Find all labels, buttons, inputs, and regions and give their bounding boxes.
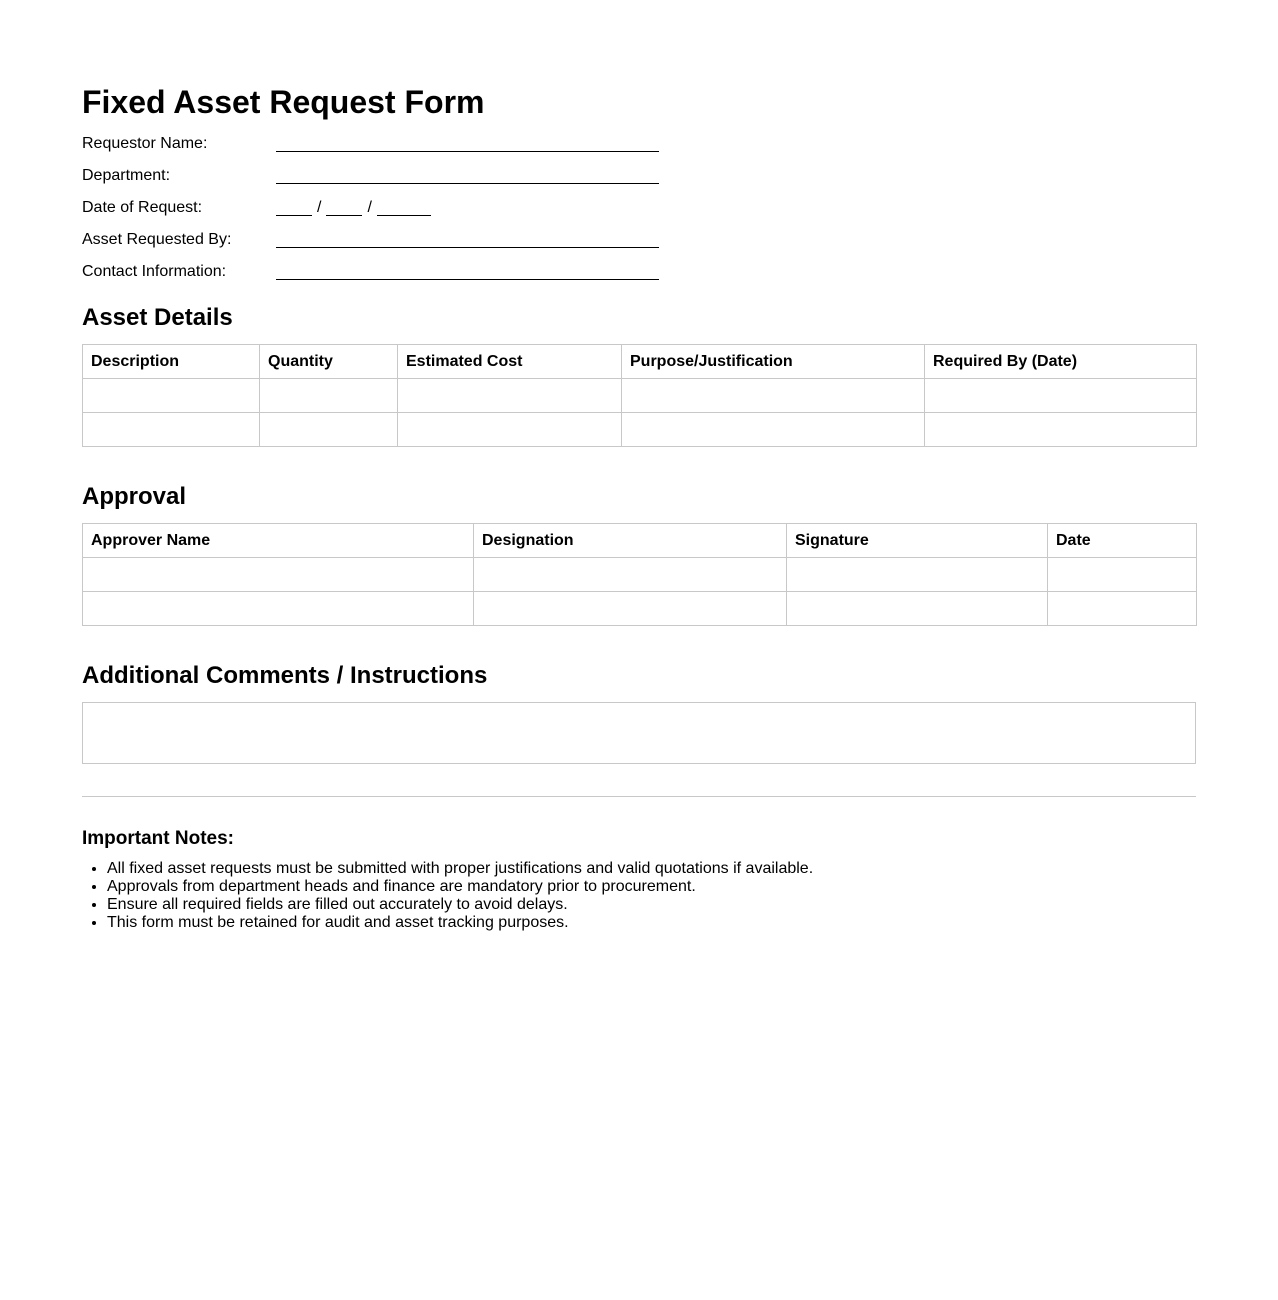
notes-list	[82, 860, 1196, 932]
page-title: Fixed Asset Request Form	[82, 84, 485, 120]
asset-requested-by-field[interactable]	[276, 228, 659, 248]
table-cell[interactable]	[398, 379, 622, 413]
contact-information-row	[82, 252, 1196, 284]
table-cell[interactable]	[622, 379, 925, 413]
divider	[82, 796, 1196, 797]
asset-requested-by-row	[82, 220, 1196, 252]
table-cell[interactable]	[260, 379, 398, 413]
table-cell[interactable]	[398, 413, 622, 447]
table-cell[interactable]	[787, 558, 1048, 592]
table-cell[interactable]	[622, 413, 925, 447]
date-separator: /	[317, 199, 322, 216]
form-page	[82, 84, 1196, 932]
requestor-name-field[interactable]	[276, 132, 659, 152]
asset-details-table	[82, 344, 1197, 447]
table-row	[83, 558, 1197, 592]
table-row	[83, 379, 1197, 413]
table-cell[interactable]	[1048, 592, 1197, 626]
list-item: • Approvals from department heads and finance are mandatory prior to procurement.	[107, 878, 1196, 896]
column-header: Approver Name	[83, 524, 474, 558]
department-row	[82, 156, 1196, 188]
date-of-request-label: Date of Request:	[82, 199, 203, 216]
table-row	[83, 592, 1197, 626]
approval-table	[82, 523, 1197, 626]
column-header: Quantity	[260, 345, 398, 379]
department-field[interactable]	[276, 164, 659, 184]
list-item: • Ensure all required fields are filled out accurately to avoid delays.	[107, 896, 1196, 914]
table-header-row	[83, 524, 1197, 558]
table-cell[interactable]	[260, 413, 398, 447]
table-cell[interactable]	[83, 592, 474, 626]
table-cell[interactable]	[474, 592, 787, 626]
comments-textarea[interactable]	[82, 702, 1196, 764]
notes-heading: Important Notes:	[82, 828, 234, 849]
table-cell[interactable]	[787, 592, 1048, 626]
date-of-request-row	[82, 188, 1196, 220]
asset-details-heading: Asset Details	[82, 304, 233, 331]
table-row	[83, 413, 1197, 447]
table-cell[interactable]	[474, 558, 787, 592]
comments-heading: Additional Comments / Instructions	[82, 662, 488, 689]
requestor-name-row	[82, 124, 1196, 156]
column-header: Purpose/Justification	[622, 345, 925, 379]
column-header: Signature	[787, 524, 1048, 558]
contact-information-field[interactable]	[276, 260, 659, 280]
requestor-name-label: Requestor Name:	[82, 135, 208, 152]
date-of-request-field	[276, 198, 431, 220]
asset-requested-by-label: Asset Requested By:	[82, 231, 232, 248]
table-cell[interactable]	[925, 413, 1197, 447]
table-cell[interactable]	[1048, 558, 1197, 592]
list-item: • All fixed asset requests must be submitted with proper justifications and valid quotations if available.	[107, 860, 1196, 878]
approval-heading: Approval	[82, 483, 187, 510]
table-header-row	[83, 345, 1197, 379]
table-cell[interactable]	[83, 379, 260, 413]
table-cell[interactable]	[925, 379, 1197, 413]
date-separator: /	[367, 199, 372, 216]
date-day-blank[interactable]	[276, 198, 312, 216]
date-year-blank[interactable]	[377, 198, 431, 216]
table-cell[interactable]	[83, 413, 260, 447]
column-header: Estimated Cost	[398, 345, 622, 379]
column-header: Description	[83, 345, 260, 379]
contact-information-label: Contact Information:	[82, 263, 227, 280]
column-header: Required By (Date)	[925, 345, 1197, 379]
column-header: Designation	[474, 524, 787, 558]
department-label: Department:	[82, 167, 171, 184]
list-item: • This form must be retained for audit and asset tracking purposes.	[107, 914, 1196, 932]
table-cell[interactable]	[83, 558, 474, 592]
date-month-blank[interactable]	[326, 198, 362, 216]
column-header: Date	[1048, 524, 1197, 558]
requestor-fields	[82, 124, 1196, 284]
